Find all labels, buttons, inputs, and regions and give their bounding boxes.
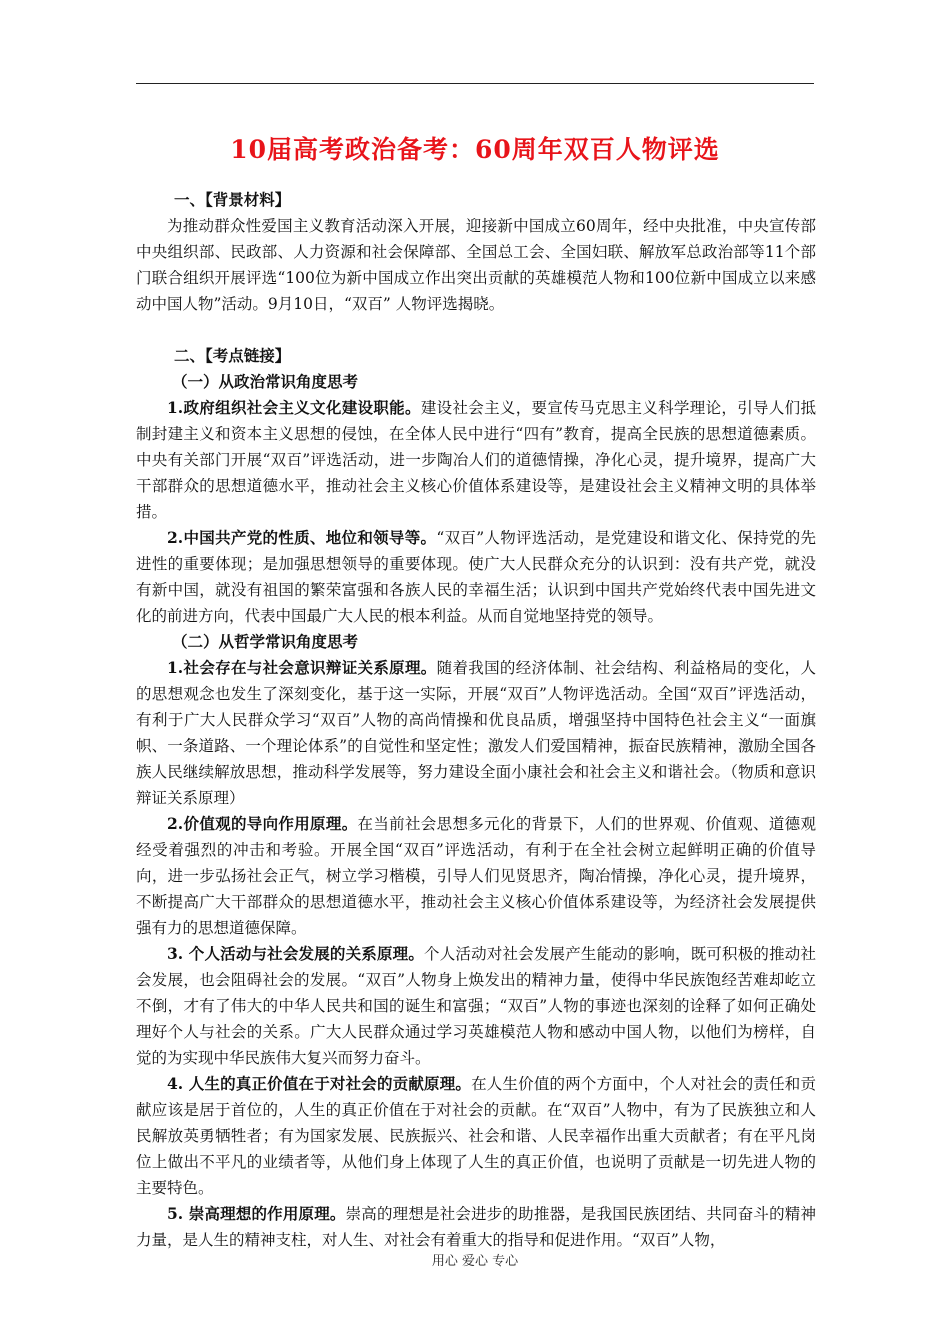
document-body	[136, 187, 816, 1253]
point-text: 在当前社会思想多元化的背景下，人们的世界观、价值观、道德观经受着强烈的冲击和考验。开展全国“双百”评选活动，有利于在全社会树立起鲜明正确的价值导向，进一步弘扬社会正气，树立学习楷模，引导人们见贤思齐，陶冶情操，净化心灵，提升境界，不断提高广大干部群众的思想道德水平，推动社会主义核心价值体系建设等，为经济社会发展提供强有力的思想道德保障。	[136, 815, 816, 937]
philosophy-point-2	[136, 811, 816, 941]
subsection-heading-philosophy: （二）从哲学常识角度思考	[172, 632, 359, 651]
document-title: 10届高考政治备考：60周年双百人物评选	[230, 135, 720, 164]
section-heading-background: 一、【背景材料】	[174, 190, 291, 209]
politics-point-2	[136, 525, 816, 629]
point-lead: 2.价值观的导向作用原理。	[167, 814, 358, 833]
philosophy-point-5	[136, 1201, 816, 1253]
background-paragraph: 为推动群众性爱国主义教育活动深入开展，迎接新中国成立60周年，经中央批准，中央宣传部中央组织部、民政部、人力资源和社会保障部、全国总工会、全国妇联、解放军总政治部等11个部门联合组织开展评选“100位为新中国成立作出突出贡献的英雄模范人物和100位新中国成立以来感动中国人物”活动。9月10日，“双百” 人物评选揭晓。	[136, 217, 816, 313]
section-heading-links: 二、【考点链接】	[174, 346, 291, 365]
philosophy-point-1	[136, 655, 816, 811]
point-lead: 2.中国共产党的性质、地位和领导等。	[167, 528, 437, 547]
point-text: 个人活动对社会发展产生能动的影响，既可积极的推动社会发展，也会阻碍社会的发展。“双百”人物身上焕发出的精神力量，使得中华民族饱经苦难却屹立不倒，才有了伟大的中华人民共和国的诞生和富强；“双百”人物的事迹也深刻的诠释了如何正确处理好个人与社会的关系。广大人民群众通过学习英雄模范人物和感动中国人物，以他们为榜样，自觉的为实现中华民族伟大复兴而努力奋斗。	[136, 945, 816, 1067]
point-lead: 4. 人生的真正价值在于对社会的贡献原理。	[167, 1074, 472, 1093]
point-text: “双百”人物评选活动，是党建设和谐文化、保持党的先进性的重要体现；是加强思想领导的重要体现。使广大人民群众充分的认识到：没有共产党，就没有新中国，就没有祖国的繁荣富强和各族人民的幸福生活；认识到中国共产党始终代表中国先进文化的前进方向，代表中国最广大人民的根本利益。从而自觉地坚持党的领导。	[136, 529, 816, 625]
philosophy-point-4	[136, 1071, 816, 1201]
subsection-heading-politics: （一）从政治常识角度思考	[172, 372, 359, 391]
point-text: 建设社会主义，要宣传马克思主义科学理论，引导人们抵制封建主义和资本主义思想的侵蚀，在全体人民中进行“四有”教育，提高全民族的思想道德素质。中央有关部门开展“双百”评选活动，进一步陶冶人们的道德情操，净化心灵，提升境界，提高广大干部群众的思想道德水平，推动社会主义核心价值体系建设等，是建设社会主义精神文明的具体举措。	[136, 399, 816, 521]
point-lead: 1.社会存在与社会意识辩证关系原理。	[167, 658, 437, 677]
point-text: 崇高的理想是社会进步的助推器，是我国民族团结、共同奋斗的精神力量，是人生的精神支柱，对人生、对社会有着重大的指导和促进作用。“双百”人物，	[136, 1205, 816, 1249]
point-text: 随着我国的经济体制、社会结构、利益格局的变化，人的思想观念也发生了深刻变化，基于这一实际，开展“双百”人物评选活动。全国“双百”评选活动，有利于广大人民群众学习“双百”人物的高尚情操和优良品质，增强坚持中国特色社会主义“一面旗帜、一条道路、一个理论体系”的自觉性和坚定性；激发人们爱国精神，振奋民族精神，激励全国各族人民继续解放思想，推动科学发展等，努力建设全面小康社会和社会主义和谐社会。（物质和意识辩证关系原理）	[136, 659, 816, 807]
point-text: 在人生价值的两个方面中，个人对社会的责任和贡献应该是居于首位的，人生的真正价值在于对社会的贡献。在“双百”人物中，有为了民族独立和人民解放英勇牺牲者；有为国家发展、民族振兴、社会和谐、人民幸福作出重大贡献者；有在平凡岗位上做出不平凡的业绩者等，从他们身上体现了人生的真正价值，也说明了贡献是一切先进人物的主要特色。	[136, 1075, 816, 1197]
philosophy-point-3	[136, 941, 816, 1071]
point-lead: 1.政府组织社会主义文化建设职能。	[167, 398, 421, 417]
politics-point-1	[136, 395, 816, 525]
header-rule	[136, 83, 814, 84]
point-lead: 3. 个人活动与社会发展的关系原理。	[167, 944, 425, 963]
point-lead: 5. 崇高理想的作用原理。	[167, 1204, 346, 1223]
page-footer: 用心 爱心 专心	[431, 1254, 519, 1269]
